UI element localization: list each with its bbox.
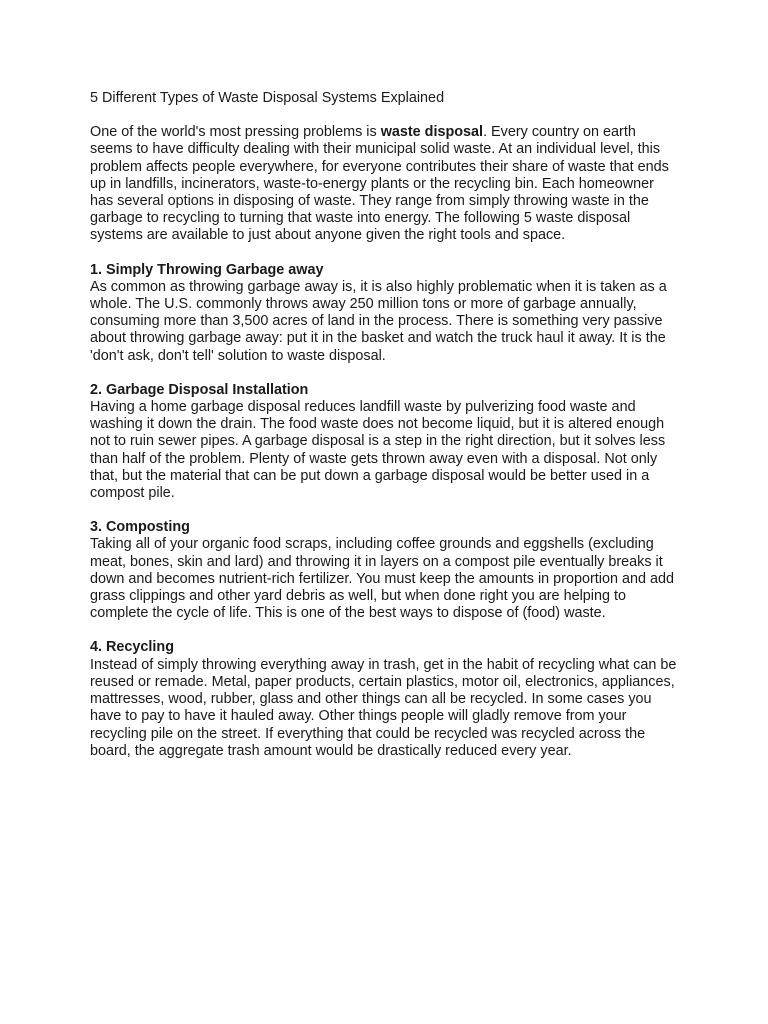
section-heading: 3. Composting [90,519,190,536]
section-composting [90,519,680,622]
intro-text-end: . Every country on earth seems to have difficulty dealing with their municipal solid waste. At an individual level, this problem affects people everywhere, for everyone contributes their share of waste that ends up in landfills, incinerators, waste-to-energy plants or the recycling bin. Each homeowner has several options in disposing of waste. They range from simply throwing waste in the garbage to recycling to turning that waste into energy. The following 5 waste disposal systems are available to just about anyone given the right tools and space. [90,124,669,244]
document-page [90,90,680,777]
intro-bold-term: waste disposal [380,124,484,141]
intro-text-start: One of the world's most pressing problems is [90,124,381,141]
section-body: As common as throwing garbage away is, it is also highly problematic when it is taken as a whole. The U.S. commonly throws away 250 million tons or more of garbage annually, consuming more than 3,500 acres of land in the process. There is something very passive about throwing garbage away: put it in the basket and watch the truck haul it away. It is the 'don't ask, don't tell' solution to waste disposal. [90,278,667,364]
section-recycling [90,639,680,759]
section-throwing-garbage [90,262,680,365]
section-heading: 4. Recycling [90,639,174,656]
section-garbage-disposal [90,382,680,502]
section-heading: 1. Simply Throwing Garbage away [90,261,324,278]
section-heading: 2. Garbage Disposal Installation [90,381,309,398]
section-body: Taking all of your organic food scraps, including coffee grounds and eggshells (excluding meat, bones, skin and lard) and throwing it in layers on a compost pile eventually breaks it down and becomes nutrient-rich fertilizer. You must keep the amounts in proportion and add grass clippings and other yard debris as well, but when done right you are helping to complete the cycle of life. This is one of the best ways to dispose of (food) waste. [90,536,674,622]
section-body: Having a home garbage disposal reduces landfill waste by pulverizing food waste and washing it down the drain. The food waste does not become liquid, but it is altered enough not to ruin sewer pipes. A garbage disposal is a step in the right direction, but it solves less than half of the problem. Plenty of waste gets thrown away even with a disposal. Not only that, but the material that can be put down a garbage disposal would be better used in a compost pile. [90,399,666,502]
section-body: Instead of simply throwing everything away in trash, get in the habit of recycling what can be reused or remade. Metal, paper products, certain plastics, motor oil, electronics, appliances, mattresses, wood, rubber, glass and other things can all be recycled. In some cases you have to pay to have it hauled away. Other things people will gladly remove from your recycling pile on the street. If everything that could be recycled was recycled across the board, the aggregate trash amount would be drastically reduced every year. [90,656,677,759]
intro-paragraph [90,124,680,244]
document-title: 5 Different Types of Waste Disposal Systems Explained [90,90,445,106]
